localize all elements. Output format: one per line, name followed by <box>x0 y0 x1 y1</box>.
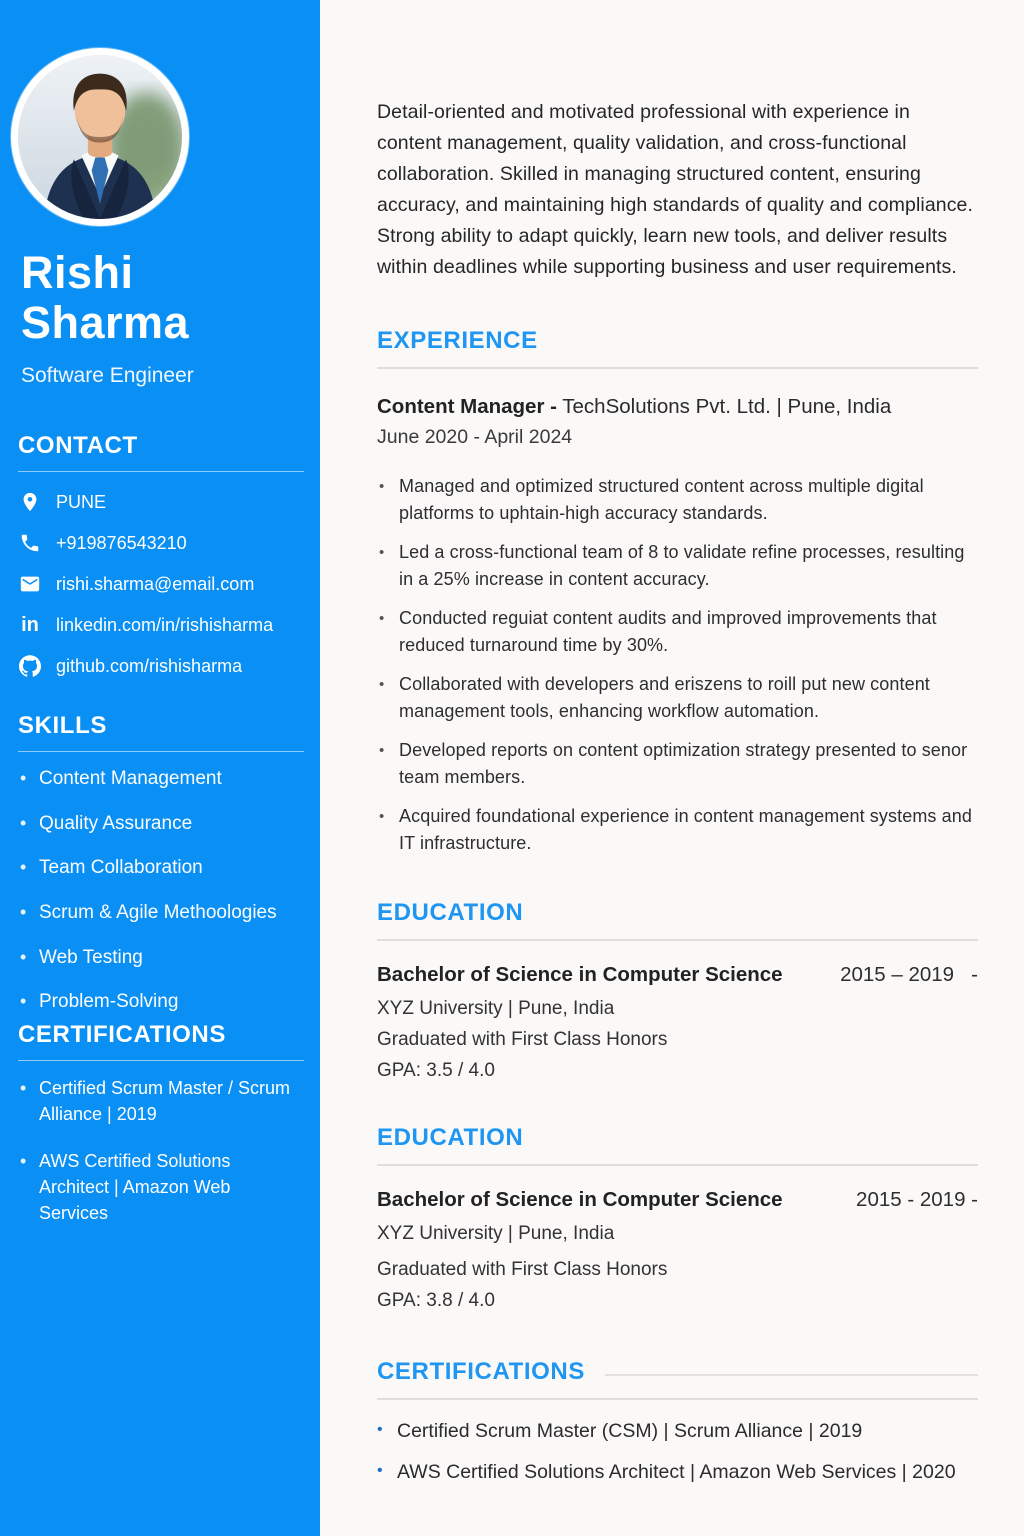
sidebar-certifications-divider <box>18 1060 304 1061</box>
education-heading-2: EDUCATION <box>377 1124 524 1151</box>
sidebar-certifications-heading: CERTIFICATIONS <box>18 1021 226 1048</box>
experience-bullet: • Led a cross-functional team of 8 to validate refine processes, resulting in a 25% increase in content accuracy. <box>377 539 978 593</box>
certification-item: • Certified Scrum Master (CSM) | Scrum Alliance | 2019 <box>377 1420 978 1443</box>
job-title-line <box>377 395 978 419</box>
professional-summary: Detail-oriented and motivated professional with experience in content management, quality validation, and cross-functional collaboration. Skilled in managing structured content, ensuring accuracy, and maintaining high standards of quality and compliance. Strong ability to adapt quickly, learn new tools, and deliver results within deadlines while supporting business and user requirements. <box>377 101 974 278</box>
education-dates: 2015 – 2019 - <box>840 963 978 986</box>
experience-heading: EXPERIENCE <box>377 327 538 354</box>
skill-item: • Content Management <box>18 766 304 792</box>
contact-list <box>18 490 304 678</box>
phone-icon <box>18 531 42 555</box>
skill-item: • Web Testing <box>18 945 304 971</box>
job-role: Content Manager - <box>377 395 557 418</box>
experience-divider <box>377 367 978 369</box>
gpa-line: GPA: 3.5 / 4.0 <box>377 1060 495 1081</box>
degree-row <box>377 1188 978 1212</box>
gpa-line: GPA: 3.8 / 4.0 <box>377 1290 495 1311</box>
experience-section <box>377 327 978 857</box>
certification-item: • AWS Certified Solutions Architect | Amazon Web Services | 2020 <box>377 1461 978 1484</box>
contact-location <box>18 490 304 514</box>
contact-github[interactable] <box>18 654 304 678</box>
certifications-heading-row <box>377 1358 978 1386</box>
certifications-list <box>377 1420 978 1484</box>
education-heading-1: EDUCATION <box>377 899 524 926</box>
skill-item: • Quality Assurance <box>18 811 304 837</box>
profile-photo <box>18 55 182 219</box>
experience-bullet: • Managed and optimized structured content across multiple digital platforms to uphtain-high accuracy standards. <box>377 473 978 527</box>
name-line-2: Sharma <box>21 296 190 348</box>
skills-heading: SKILLS <box>18 712 107 739</box>
candidate-name <box>21 248 189 347</box>
job-company: TechSolutions Pvt. Ltd. | Pune, India <box>556 395 892 418</box>
experience-bullet: • Collaborated with developers and eriszens to roill put new content management tools, enhancing workflow automation. <box>377 671 978 725</box>
skill-item: • Problem-Solving <box>18 989 304 1015</box>
contact-section <box>18 432 304 695</box>
honors-line: Graduated with First Class Honors <box>377 1029 668 1050</box>
experience-bullet: • Conducted reguiat content audits and improved improvements that reduced turnaround time by 30%. <box>377 605 978 659</box>
linkedin-icon: in <box>21 613 39 636</box>
university-line: XYZ University | Pune, India <box>377 998 615 1019</box>
skill-item: • Team Collaboration <box>18 855 304 881</box>
degree-title: Bachelor of Science in Computer Science <box>377 963 783 986</box>
avatar <box>11 48 189 226</box>
certifications-divider <box>377 1398 978 1400</box>
education-divider-2 <box>377 1164 978 1166</box>
name-line-1: Rishi <box>21 247 134 298</box>
email-icon <box>18 572 42 596</box>
skills-section <box>18 712 304 1034</box>
skills-list <box>18 766 304 1015</box>
skills-divider <box>18 751 304 752</box>
contact-linkedin[interactable] <box>18 613 304 637</box>
university-line: XYZ University | Pune, India <box>377 1223 615 1244</box>
education-divider-1 <box>377 939 978 941</box>
experience-bullets <box>377 473 978 857</box>
certifications-side-rule <box>605 1374 978 1376</box>
contact-divider <box>18 471 304 472</box>
sidebar-certifications-list <box>18 1075 304 1226</box>
candidate-title: Software Engineer <box>21 364 194 387</box>
certification-item: • Certified Scrum Master / Scrum Alliance | 2019 <box>18 1075 304 1127</box>
education-dates: 2015 - 2019 - <box>856 1188 978 1211</box>
job-dates: June 2020 - April 2024 <box>377 426 573 448</box>
education-section-2 <box>377 1124 978 1312</box>
contact-linkedin-text[interactable]: linkedin.com/in/rishisharma <box>56 614 274 635</box>
location-pin-icon <box>18 490 42 514</box>
degree-title: Bachelor of Science in Computer Science <box>377 1188 783 1211</box>
sidebar-certifications-section <box>18 1021 304 1247</box>
contact-email-text[interactable]: rishi.sharma@email.com <box>56 573 255 594</box>
skill-item: • Scrum & Agile Methoologies <box>18 900 304 926</box>
sidebar <box>0 0 320 1536</box>
contact-github-text[interactable]: github.com/rishisharma <box>56 655 243 676</box>
contact-heading: CONTACT <box>18 432 138 459</box>
contact-phone-text: +919876543210 <box>56 532 187 553</box>
certification-item: • AWS Certified Solutions Architect | Amazon Web Services <box>18 1148 304 1226</box>
experience-bullet: • Developed reports on content optimization strategy presented to senor team members. <box>377 737 978 791</box>
contact-phone <box>18 531 304 555</box>
main-content <box>320 0 1024 1536</box>
certifications-heading: CERTIFICATIONS <box>377 1358 585 1385</box>
contact-email[interactable] <box>18 572 304 596</box>
github-icon <box>18 654 42 678</box>
degree-row <box>377 963 978 987</box>
contact-location-text: PUNE <box>56 491 107 512</box>
honors-line: Graduated with First Class Honors <box>377 1259 668 1280</box>
experience-bullet: • Acquired foundational experience in content management systems and IT infrastructure. <box>377 803 978 857</box>
certifications-section <box>377 1358 978 1484</box>
education-section-1 <box>377 899 978 1082</box>
